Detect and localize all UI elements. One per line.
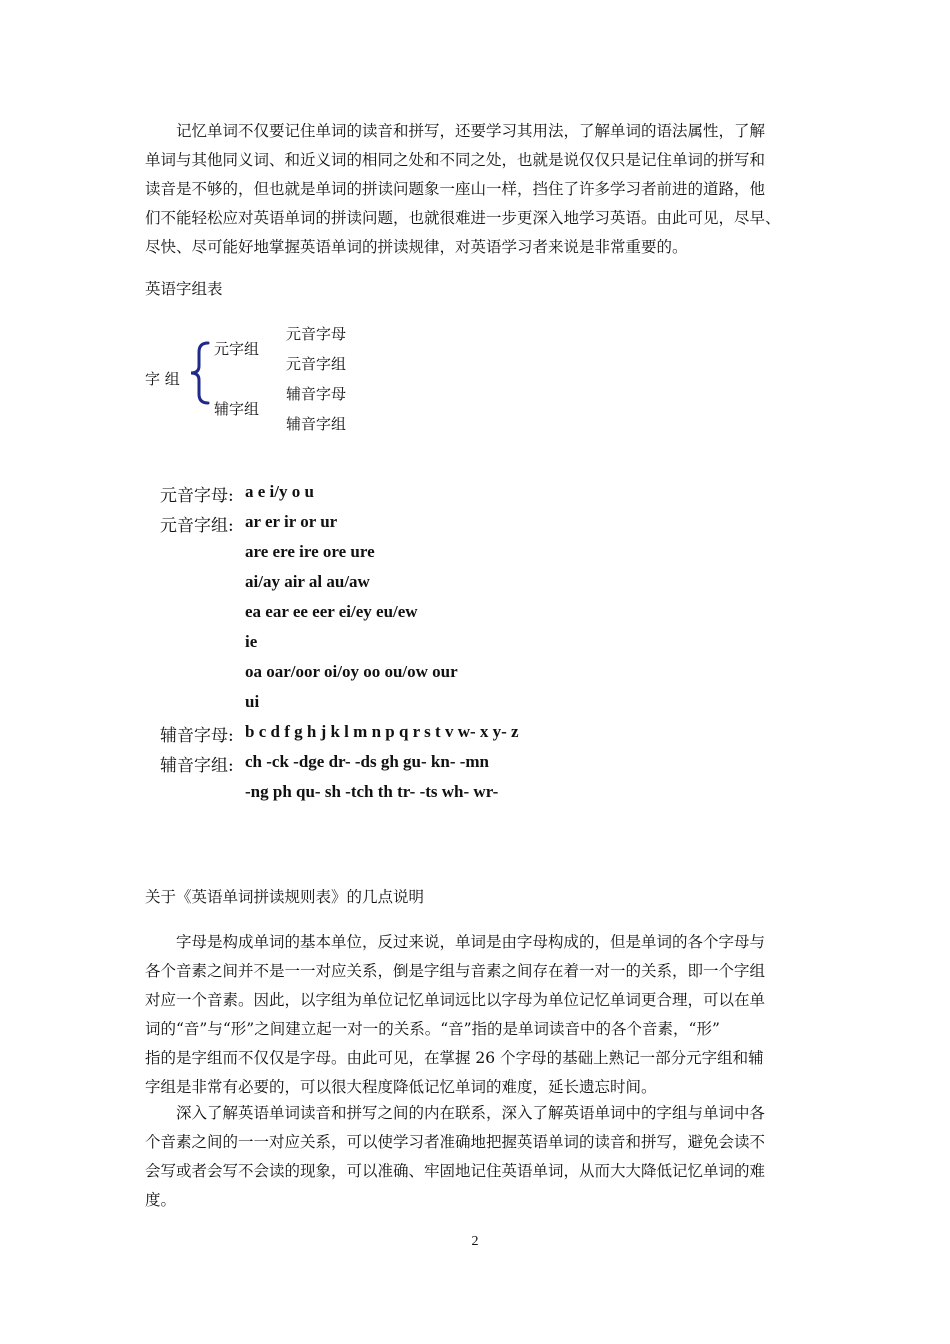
consonant-letters-value: b c d f g h j k l m n p q r s t v w- x y- z (245, 722, 519, 741)
note-line: 度。 (145, 1191, 177, 1209)
consonant-groups-continued: -ng ph qu- sh -tch th tr- -ts wh- wr- (245, 782, 499, 801)
note-line: 深入了解英语单词读音和拼写之间的内在联系，深入了解英语单词中的字组与单词中各 (176, 1104, 766, 1122)
tree-root: 字 组 (145, 370, 180, 388)
intro-line: 尽快、尽可能好地掌握英语单词的拼读规律，对英语学习者来说是非常重要的。 (145, 238, 688, 256)
tree-leaf: 辅音字组 (286, 415, 347, 433)
vowel-letters-label: 元音字母: (160, 486, 234, 506)
brace-icon (186, 340, 210, 406)
vowel-groups-value: ar er ir or ur (245, 512, 338, 531)
tree-leaf: 元音字组 (286, 355, 347, 373)
note-paragraph-1 (145, 928, 810, 1102)
consonant-letters-label: 辅音字母: (160, 726, 234, 746)
intro-line: 们不能轻松应对英语单词的拼读问题，也就很难进一步更深入地学习英语。由此可见，尽早、 (145, 209, 781, 227)
tree-leaf: 辅音字母 (286, 385, 347, 403)
consonant-groups-value: ch -ck -dge dr- -ds gh gu- kn- -mn (245, 752, 490, 771)
tree-leaf: 元音字母 (286, 325, 347, 343)
vowel-groups-continued: ea ear ee eer ei/ey eu/ew (245, 602, 418, 621)
vowel-groups-label: 元音字组: (160, 516, 234, 536)
tree-group-vowel: 元字组 (214, 340, 260, 358)
note-line: 词的“音”与“形”之间建立起一对一的关系。“音”指的是单词读音中的各个音素，“形” (145, 1020, 720, 1038)
vowel-letters-value: a e i/y o u (245, 482, 314, 501)
intro-paragraph (145, 117, 810, 262)
intro-line: 记忆单词不仅要记住单词的读音和拼写，还要学习其用法，了解单词的语法属性，了解 (176, 122, 766, 140)
vowel-groups-continued: oa oar/oor oi/oy oo ou/ow our (245, 662, 458, 681)
tree-group-consonant: 辅字组 (214, 400, 260, 418)
notes-title: 关于《英语单词拼读规则表》的几点说明 (145, 888, 425, 906)
note-line: 各个音素之间并不是一一对应关系，倒是字组与音素之间存在着一对一的关系，即一个字组 (145, 962, 766, 980)
intro-line: 读音是不够的，但也就是单词的拼读问题象一座山一样，挡住了许多学习者前进的道路，他 (145, 180, 766, 198)
note-line: 会写或者会写不会读的现象，可以准确、牢固地记住英语单词，从而大大降低记忆单词的难 (145, 1162, 766, 1180)
note-line: 指的是字组而不仅仅是字母。由此可见，在掌握 26 个字母的基础上熟记一部分元字组和辅 (145, 1049, 764, 1067)
vowel-groups-continued: ui (245, 692, 260, 711)
note-line: 个音素之间的一一对应关系，可以使学习者准确地把握英语单词的读音和拼写，避免会读不 (145, 1133, 766, 1151)
note-line: 字组是非常有必要的，可以很大程度降低记忆单词的难度，延长遗忘时间。 (145, 1078, 657, 1096)
table-title: 英语字组表 (145, 280, 223, 298)
vowel-groups-continued: ai/ay air al au/aw (245, 572, 370, 591)
intro-line: 单词与其他同义词、和近义词的相同之处和不同之处，也就是说仅仅只是记住单词的拼写和 (145, 151, 766, 169)
note-line: 对应一个音素。因此，以字组为单位记忆单词远比以字母为单位记忆单词更合理，可以在单 (145, 991, 766, 1009)
vowel-groups-continued: are ere ire ore ure (245, 542, 375, 561)
vowel-groups-continued: ie (245, 632, 258, 651)
page-number: 2 (471, 1234, 479, 1249)
note-line: 字母是构成单词的基本单位，反过来说，单词是由字母构成的，但是单词的各个字母与 (176, 933, 766, 951)
consonant-groups-label: 辅音字组: (160, 756, 234, 776)
note-paragraph-2 (145, 1099, 810, 1215)
